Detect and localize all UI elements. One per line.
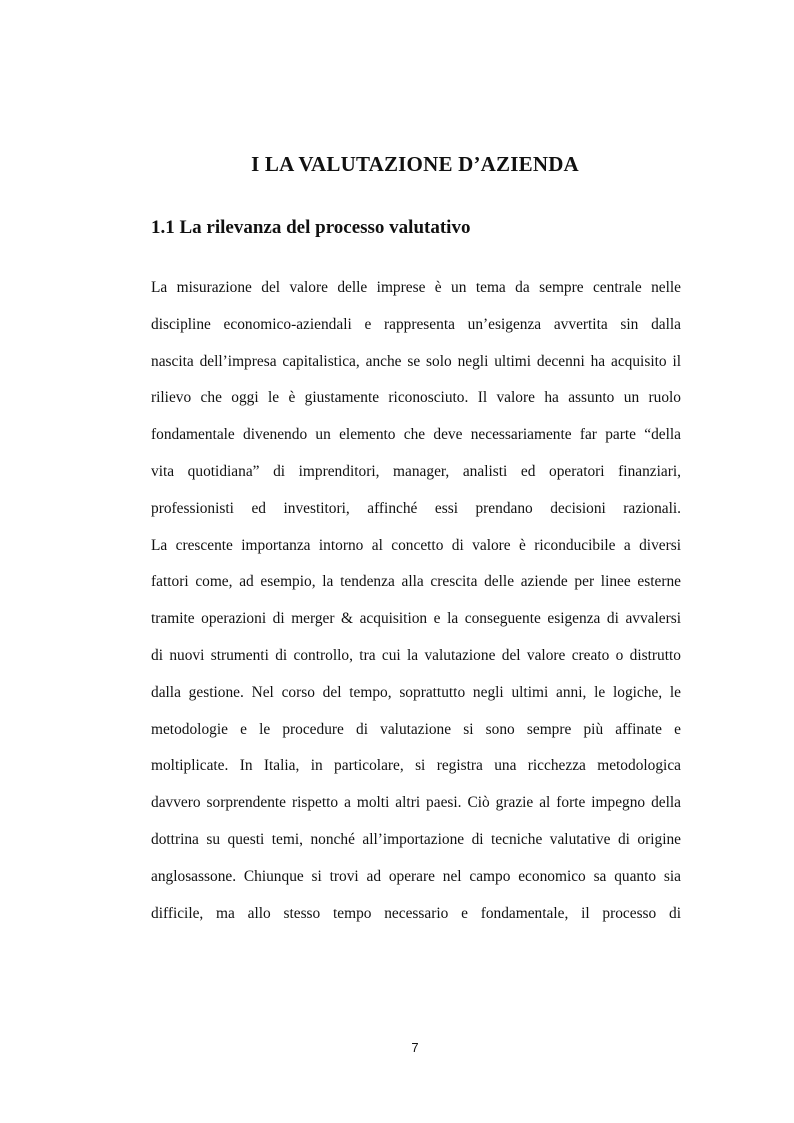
body-line: fattori come, ad esempio, la tendenza alla crescita delle aziende per linee esterne [151,573,681,591]
body-line: rilievo che oggi le è giustamente riconosciuto. Il valore ha assunto un ruolo [151,389,681,407]
page-number: 7 [411,1040,419,1055]
body-line: davvero sorprendente rispetto a molti altri paesi. Ciò grazie al forte impegno della [151,794,681,812]
body-line: fondamentale divenendo un elemento che deve necessariamente far parte “della [151,426,681,444]
body-line: di nuovi strumenti di controllo, tra cui la valutazione del valore creato o distrutto [151,646,681,664]
body-line: dottrina su questi temi, nonché all’importazione di tecniche valutative di origine [151,830,681,848]
body-line: moltiplicate. In Italia, in particolare, si registra una ricchezza metodologica [151,757,681,775]
section-title: 1.1 La rilevanza del processo valutativo [151,217,471,238]
body-line: professionisti ed investitori, affinché essi prendano decisioni razionali. [151,499,681,517]
body-line: discipline economico-aziendali e rappresenta un’esigenza avvertita sin dalla [151,315,681,333]
body-line: anglosassone. Chiunque si trovi ad operare nel campo economico sa quanto sia [151,867,681,885]
body-line: tramite operazioni di merger & acquisition e la conseguente esigenza di avvalersi [151,610,681,628]
body-line: difficile, ma allo stesso tempo necessario e fondamentale, il processo di [151,904,681,922]
body-paragraph [151,270,681,932]
body-line: metodologie e le procedure di valutazione si sono sempre più affinate e [151,720,681,738]
chapter-title: I LA VALUTAZIONE D’AZIENDA [251,152,579,176]
body-line: La crescente importanza intorno al concetto di valore è riconducibile a diversi [151,536,681,554]
body-line: nascita dell’impresa capitalistica, anche se solo negli ultimi decenni ha acquisito il [151,352,681,370]
body-line: vita quotidiana” di imprenditori, manager, analisti ed operatori finanziari, [151,462,681,480]
body-line: dalla gestione. Nel corso del tempo, soprattutto negli ultimi anni, le logiche, le [151,683,681,701]
body-line: La misurazione del valore delle imprese è un tema da sempre centrale nelle [151,279,681,296]
